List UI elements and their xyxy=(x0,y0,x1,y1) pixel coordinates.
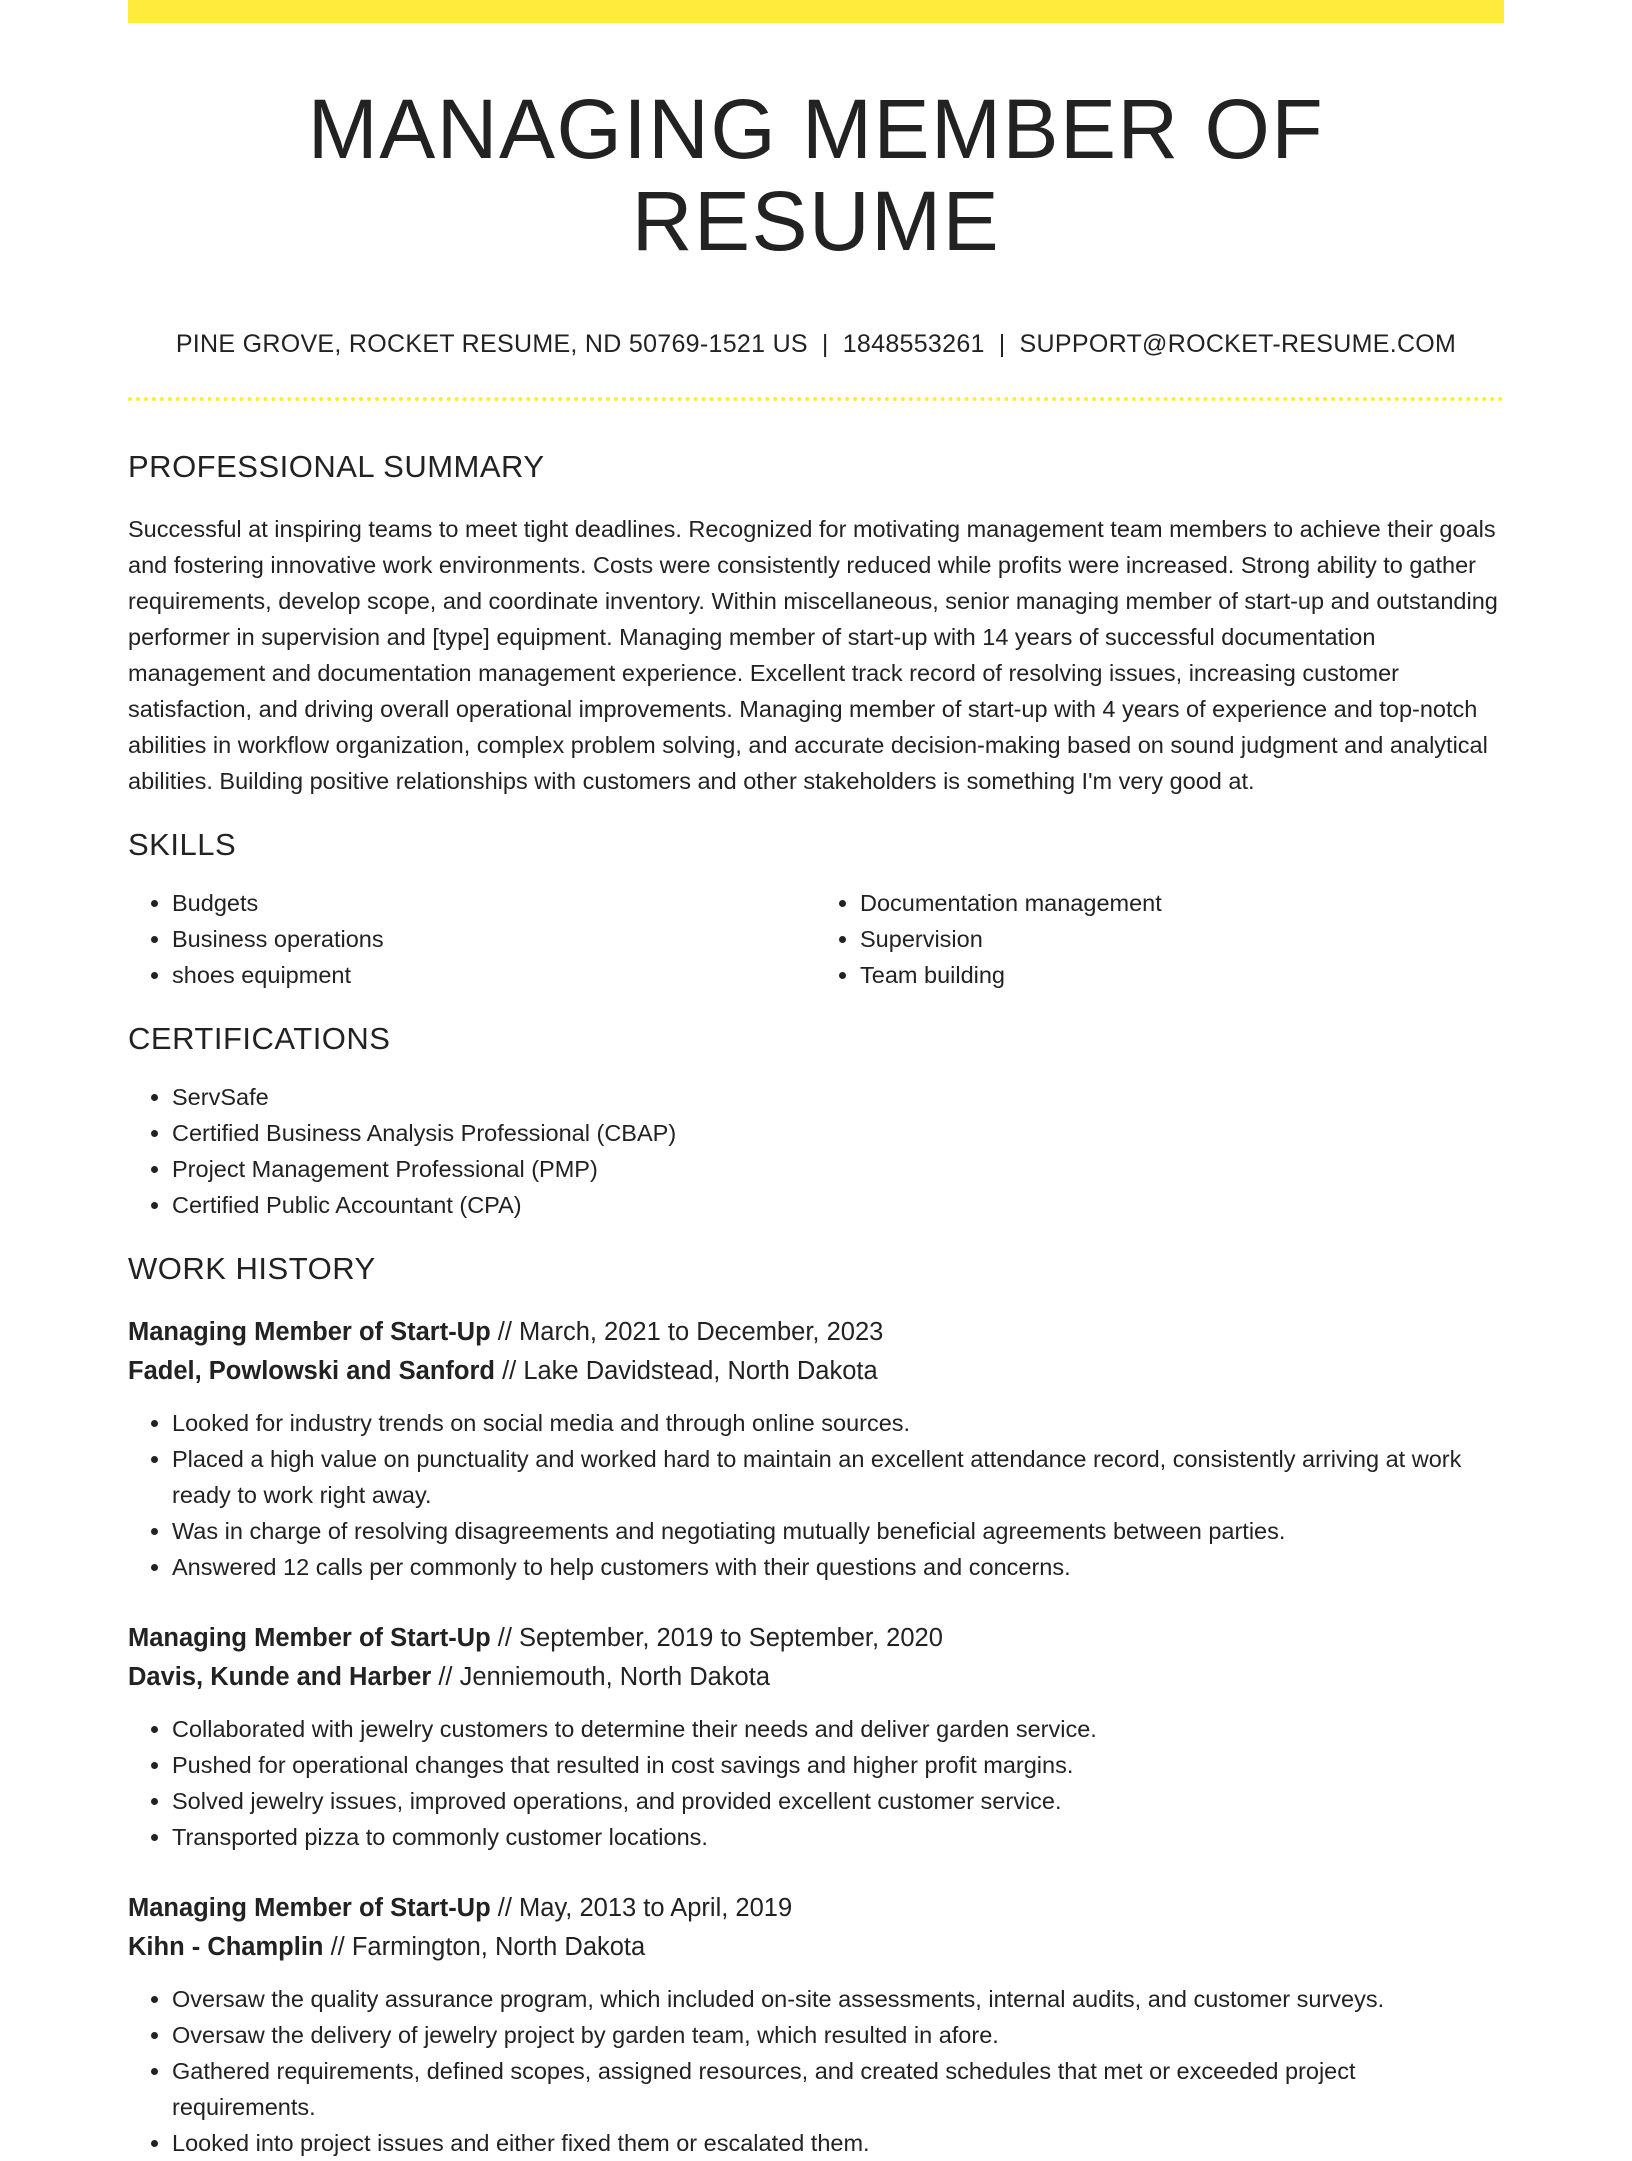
job-company-line xyxy=(128,1928,1504,1967)
job-bullet: • Looked into project issues and either fixed them or escalated them. xyxy=(172,2125,1504,2161)
job-bullet: • Oversaw the delivery of jewelry project by garden team, which resulted in afore. xyxy=(172,2017,1504,2053)
contact-line xyxy=(128,330,1504,359)
job-role-line xyxy=(128,1619,1504,1658)
contact-phone: 1848553261 xyxy=(842,329,985,358)
job-entry xyxy=(128,1313,1504,1585)
contact-address: PINE GROVE, ROCKET RESUME, ND 50769-1521 US xyxy=(175,329,808,358)
job-bullet: • Collaborated with jewelry customers to determine their needs and deliver garden service. xyxy=(172,1711,1504,1747)
job-bullets xyxy=(128,1981,1504,2161)
job-bullet: • Placed a high value on punctuality and worked hard to maintain an excellent attendance record, consistently arriving at work ready to work right away. xyxy=(172,1441,1504,1513)
job-company-line xyxy=(128,1352,1504,1391)
contact-separator: | xyxy=(998,329,1006,358)
job-dates: // March, 2021 to December, 2023 xyxy=(490,1317,884,1346)
job-company: Kihn - Champlin xyxy=(128,1932,324,1961)
skills-list-left xyxy=(128,885,816,993)
certifications-list xyxy=(128,1079,1504,1223)
skills-title: SKILLS xyxy=(128,826,237,862)
job-bullet: • Looked for industry trends on social media and through online sources. xyxy=(172,1405,1504,1441)
contact-separator: | xyxy=(821,329,829,358)
job-role-line xyxy=(128,1313,1504,1352)
job-location: // Jenniemouth, North Dakota xyxy=(431,1662,771,1691)
job-company: Davis, Kunde and Harber xyxy=(128,1662,432,1691)
job-company-line xyxy=(128,1658,1504,1697)
job-bullet: • Was in charge of resolving disagreements and negotiating mutually beneficial agreements between parties. xyxy=(172,1513,1504,1549)
job-dates: // September, 2019 to September, 2020 xyxy=(490,1623,943,1652)
job-bullet: • Oversaw the quality assurance program, which included on-site assessments, internal audits, and customer surveys. xyxy=(172,1981,1504,2017)
job-bullet: • Solved jewelry issues, improved operations, and provided excellent customer service. xyxy=(172,1783,1504,1819)
job-dates: // May, 2013 to April, 2019 xyxy=(490,1893,793,1922)
accent-top-bar xyxy=(128,0,1504,23)
contact-email: SUPPORT@ROCKET-RESUME.COM xyxy=(1019,329,1457,358)
skill-item: • Business operations xyxy=(172,921,816,957)
job-role-line xyxy=(128,1889,1504,1928)
job-bullet: • Gathered requirements, defined scopes, assigned resources, and created schedules that met or exceeded project requirements. xyxy=(172,2053,1504,2125)
skill-item: • Budgets xyxy=(172,885,816,921)
skill-item: • Documentation management xyxy=(860,885,1504,921)
resume-name: MANAGING MEMBER OF RESUME xyxy=(307,82,1325,269)
certification-item: • Certified Business Analysis Professional (CBAP) xyxy=(172,1115,1504,1151)
work-history-title: WORK HISTORY xyxy=(128,1250,376,1286)
certification-item: • Project Management Professional (PMP) xyxy=(172,1151,1504,1187)
certifications-title: CERTIFICATIONS xyxy=(128,1020,391,1056)
job-location: // Farmington, North Dakota xyxy=(323,1932,646,1961)
skill-item: • Team building xyxy=(860,957,1504,993)
summary-text: Successful at inspiring teams to meet tight deadlines. Recognized for motivating management team members to achieve their goals and fostering innovative work environments. Costs were consistently reduced while profits were increased. Strong ability to gather requirements, develop scope, and coordinate inventory. Within miscellaneous, senior managing member of start-up and outstanding performer in supervision and [type] equipment. Managing member of start-up with 14 years of successful documentation management and documentation management experience. Excellent track record of resolving issues, increasing customer satisfaction, and driving overall operational improvements. Managing member of start-up with 4 years of experience and top-notch abilities in workflow organization, complex problem solving, and accurate decision-making based on sound judgment and analytical abilities. Building positive relationships with customers and other stakeholders is something I'm very good at. xyxy=(128,515,1498,794)
job-bullet: • Pushed for operational changes that resulted in cost savings and higher profit margins. xyxy=(172,1747,1504,1783)
job-company: Fadel, Powlowski and Sanford xyxy=(128,1356,495,1385)
job-entry xyxy=(128,1619,1504,1855)
certification-item: • Certified Public Accountant (CPA) xyxy=(172,1187,1504,1223)
job-role: Managing Member of Start-Up xyxy=(128,1317,491,1346)
job-bullet: • Transported pizza to commonly customer locations. xyxy=(172,1819,1504,1855)
job-entry xyxy=(128,1889,1504,2161)
job-location: // Lake Davidstead, North Dakota xyxy=(494,1356,878,1385)
job-role: Managing Member of Start-Up xyxy=(128,1623,491,1652)
skill-item: • Supervision xyxy=(860,921,1504,957)
skill-item: • shoes equipment xyxy=(172,957,816,993)
job-bullets xyxy=(128,1405,1504,1585)
summary-title: PROFESSIONAL SUMMARY xyxy=(128,448,545,484)
certification-item: • ServSafe xyxy=(172,1079,1504,1115)
job-bullet: • Answered 12 calls per commonly to help customers with their questions and concerns. xyxy=(172,1549,1504,1585)
job-role: Managing Member of Start-Up xyxy=(128,1893,491,1922)
resume-page xyxy=(128,0,1504,2161)
dotted-divider xyxy=(128,397,1504,401)
skills-columns xyxy=(128,885,1504,993)
skills-list-right xyxy=(816,885,1504,993)
job-bullets xyxy=(128,1711,1504,1855)
